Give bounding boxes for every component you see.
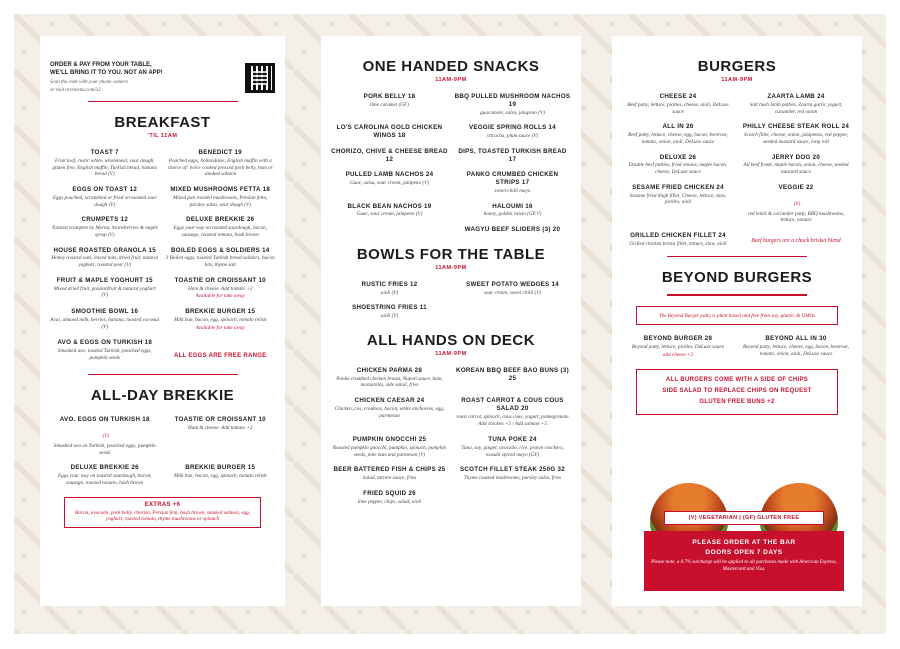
menu-item: [454, 397, 571, 428]
menu-item-name: WAGYU BEEF SLIDERS (3) 20: [464, 226, 561, 233]
order-line-2: WE'LL BRING IT TO YOU. NOT AN APP!: [50, 69, 163, 76]
menu-item-name: TOAST 7: [90, 149, 119, 157]
menu-item-name: MIXED MUSHROOMS FETTA 18: [170, 186, 271, 194]
menu-item-name: ALL IN 26: [662, 123, 694, 131]
breakfast-hours: 'TIL 11AM: [147, 133, 178, 140]
menu-item-desc: Roasted pumpkin gnocchi, pumpkin, spinach, pumpkin seeds, pine nuts and parmesan (V): [332, 444, 447, 458]
order-ribbon: [644, 531, 844, 591]
bowls-hours: 11AM-9PM: [435, 264, 467, 271]
menu-item: [50, 339, 160, 361]
menu-item: [454, 203, 571, 219]
menu-item-desc: Milk bun, bacon, egg, spinach, tomato relish: [173, 316, 267, 323]
menu-item: [166, 277, 276, 300]
menu-item-desc: Sesame fried thigh fillet, Cheese, lettuce, slaw, pickles, aioli: [629, 192, 727, 206]
menu-item-name: PANKO CRUMBED CHICKEN STRIPS 17: [466, 171, 559, 186]
menu-item-name: CRUMPETS 12: [81, 216, 129, 224]
menu-item: [331, 281, 448, 297]
menu-item-desc: sweet chilli mayo: [494, 187, 531, 194]
extras-box: [64, 497, 261, 529]
info-salad: SIDE SALAD TO REPLACE CHIPS ON REQUEST: [662, 387, 812, 394]
burgers-hours: 11AM-9PM: [721, 77, 753, 83]
menu-item-name: SWEET POTATO WEDGES 14: [466, 280, 559, 288]
menu-item: [740, 335, 852, 358]
order-instructions: [50, 62, 275, 95]
free-range-note: ALL EGGS ARE FREE RANGE: [173, 353, 267, 360]
menu-item-name: LO'S CAROLINA GOLD CHICKEN WINGS 18: [336, 124, 443, 139]
menu-item-extra: Add chicken +5 / Add salmon +5: [478, 421, 547, 428]
menu-item-name: PUMPKIN GNOCCHI 25: [352, 436, 427, 443]
menu-item-desc: Salt bush lamb patties, Zaarta garlic yogurt, cucumber, red onion: [749, 101, 843, 115]
menu-item-desc: Ham & cheese. Add tomato +2: [188, 285, 253, 292]
menu-item-desc: Panko crumbed chicken breast, Napoli sauce, ham, mozzarella, side salad, fries: [336, 375, 443, 389]
menu-item: [331, 93, 448, 116]
menu-item-name: BEYOND ALL IN 30: [765, 335, 827, 343]
extras-title: EXTRAS +6: [144, 501, 181, 508]
menu-item: [740, 154, 852, 176]
menu-item: [740, 184, 852, 224]
menu-item-name: EGGS ON TOAST 12: [72, 186, 138, 194]
menu-item-desc: Fruit loaf, rustic white, wholemeal, sour dough, gluten free, English muffin, Turkish bread, banana bread (V): [52, 157, 158, 178]
deck-hours: 11AM-9PM: [435, 350, 467, 357]
menu-item-name: AVO. EGGS ON TURKISH 18: [59, 416, 150, 424]
menu-item: [166, 186, 276, 208]
menu-item: [50, 416, 160, 456]
menu-item-desc: Beef patty, lettuce, cheese, egg, bacon, beetroot, tomato, onion, aioli, DeLuxe sauce: [628, 132, 728, 145]
menu-item-desc: sour cream, sweet chilli (V): [483, 289, 542, 296]
menu-item-desc: Grilled chicken breast fillet, lettuce, slaw, aioli: [629, 240, 727, 247]
menu-item-desc: Salad, tartare sauce, fries: [362, 475, 417, 481]
menu-item: [622, 232, 734, 248]
divider: [667, 294, 807, 296]
snacks-hours: 11AM-9PM: [435, 77, 467, 83]
menu-item-desc: Ham & cheese. Add tomato +2: [188, 424, 253, 431]
menu-item-name: TOASTIE OR CROISSANT 10: [174, 276, 266, 284]
footer-banner: [644, 491, 844, 591]
qr-code-icon[interactable]: [245, 63, 275, 93]
snacks-title: ONE HANDED SNACKS: [362, 58, 540, 75]
menu-item-desc: Honey roasted oats, mixed nuts, dried fruit, natural yoghurt, roasted pear (V): [51, 255, 159, 269]
menu-item-desc: Guac, sour cream, jalapeno (V): [356, 211, 423, 218]
menu-item: [331, 226, 448, 234]
menu-item-name: BREKKIE BURGER 15: [185, 308, 256, 316]
menu-item: [331, 466, 448, 482]
menu-item-desc: lime pepper, chips, salad, aioli: [357, 498, 422, 505]
menu-item: [622, 93, 734, 115]
menu-item-name: PULLED LAMB NACHOS 24: [345, 171, 434, 179]
menu-item: [50, 277, 160, 300]
menu-item: [50, 216, 160, 238]
menu-item: [454, 281, 571, 297]
menu-item: [166, 464, 276, 486]
menu-item-name: HALOUMI 16: [492, 202, 533, 210]
menu-item-name: BOILED EGGS & SOLDIERS 14: [170, 246, 270, 254]
allday-title: ALL-DAY BREKKIE: [90, 387, 235, 405]
menu-item-name: BENEDICT 19: [198, 149, 243, 157]
menu-item: [331, 397, 448, 428]
menu-item: [166, 416, 276, 456]
menu-item: [331, 148, 448, 164]
panel-burgers: [612, 36, 862, 606]
menu-item-desc: Mixed pan roasted mushrooms, Persian fetta, parsley salsa, sour dough (V): [173, 194, 268, 208]
menu-item: [454, 466, 571, 482]
menu-item-note: Available for take away: [195, 324, 245, 331]
menu-item-name: BLACK BEAN NACHOS 19: [347, 202, 432, 210]
panel-snacks: [321, 36, 581, 606]
menu-item-desc: Acai, almond milk, berries, banana, toasted coconut (V): [50, 316, 160, 330]
menu-item: [331, 171, 448, 194]
menu-item-desc: Tuna, soy, ginger, avocado, rice, prawn crackers, wasabi spiced mayo (GF): [461, 444, 564, 458]
menu-item-desc: Smashed avo on Turkish, poached eggs, pumpkin seeds: [53, 442, 156, 456]
menu-item: [740, 232, 852, 248]
divider: [667, 256, 807, 258]
menu-item-desc: Double beef patties, fried onions, maple bacon, cheese, DeLuxe sauce: [628, 162, 728, 175]
burgers-title: BURGERS: [697, 58, 777, 75]
menu-item-desc: Beef patty, lettuce, pickles, cheese, aioli, DeLuxe sauce: [627, 101, 729, 115]
panel-breakfast: [40, 36, 285, 606]
menu-item-desc: Beyond patty, lettuce, pickles, DeLuxe sauce: [631, 344, 725, 350]
menu-item: [331, 490, 448, 506]
menu-item: [331, 304, 448, 320]
menu-item: [50, 149, 160, 178]
divider: [88, 374, 238, 376]
menu-item-name: BEER BATTERED FISH & CHIPS 25: [333, 466, 446, 474]
menu-item-desc: Scotch fillet, cheese, onion, jalapenos, red pepper, seeded mustard sauce, long roll: [744, 132, 848, 145]
menu-item-note: Available for take away: [195, 293, 245, 300]
menu-item-desc: aioli (V): [380, 289, 399, 296]
menu-item: [454, 490, 571, 506]
beyond-note: The Beyond Burger patty is plant based and free from soy, gluten, & GMOs: [658, 312, 816, 319]
menu-item-name: KOREAN BBQ BEEF BAO BUNS (3) 25: [456, 366, 569, 382]
menu-item: [740, 123, 852, 145]
menu-item: [331, 367, 448, 389]
menu-item-desc: aioli (V): [380, 313, 399, 319]
menu-item-name: SHOESTRING FRIES 11: [352, 304, 427, 312]
menu-item: [166, 149, 276, 178]
menu-item: [454, 124, 571, 140]
burgers-items: [622, 93, 852, 256]
menu-item-desc: Thyme roasted mushrooms, parsley salsa, fries: [463, 475, 562, 481]
menu-item-name: PORK BELLY 18: [363, 93, 416, 100]
menu-item-desc: Mixed dried fruit, passionfruit & natural yoghurt (V): [53, 285, 156, 299]
bowls-title: BOWLS FOR THE TABLE: [356, 245, 546, 263]
menu-item: [331, 436, 448, 458]
menu-item-name: DIPS, TOASTED TURKISH BREAD 17: [458, 147, 567, 163]
menu-item-name: SESAME FRIED CHICKEN 24: [632, 183, 724, 191]
divider: [88, 101, 238, 103]
menu-item: [50, 308, 160, 331]
menu-item: [454, 436, 571, 458]
doors-open: DOORS OPEN 7 DAYS: [705, 549, 783, 556]
beyond-title: BEYOND BURGERS: [661, 269, 813, 286]
beyond-items: [622, 335, 852, 366]
menu-item: [50, 186, 160, 208]
menu-item: [50, 247, 160, 269]
menu-item-desc: honey, golden raisin (GF.V): [483, 211, 542, 218]
menu-item: [331, 124, 448, 140]
deck-title: ALL HANDS ON DECK: [366, 331, 536, 349]
menu-item-tag: (V): [793, 200, 801, 207]
menu-item-desc: Eggs poached, scrambled or fried on toasted sour dough (V): [52, 194, 157, 208]
snacks-items: [331, 93, 571, 242]
burger-info-box: [636, 369, 838, 415]
menu-item-name: BEYOND BURGER 28: [643, 335, 713, 343]
menu-item-name: CHEESE 24: [659, 93, 697, 100]
menu-item: [622, 335, 734, 358]
menu-item-name: TUNA POKE 24: [488, 436, 537, 443]
menu-item-name: CHICKEN CAESAR 24: [354, 397, 425, 404]
info-chips: ALL BURGERS COME WITH A SIDE OF CHIPS: [665, 376, 809, 383]
menu-item: [454, 304, 571, 320]
menu-item-desc: Toasted crumpets by Merna, Strawberries & maple syrup (V): [51, 225, 158, 238]
deck-items: [331, 367, 571, 514]
menu-item-name: HOUSE ROASTED GRANOLA 15: [53, 246, 157, 254]
burger-blend-note: Beef burgers are a chuck brisket blend: [751, 238, 841, 244]
menu-item-desc: lime caramel (GF): [370, 101, 409, 108]
dietary-legend: (V) VEGETARIAN | (GF) GLUTEN FREE: [664, 511, 824, 525]
menu-item-name: PHILLY CHEESE STEAK ROLL 24: [742, 123, 850, 131]
menu-item-name: BBQ PULLED MUSHROOM NACHOS 19: [454, 93, 571, 108]
menu-item-name: RUSTIC FRIES 12: [361, 280, 418, 288]
breakfast-title: BREAKFAST: [114, 114, 211, 132]
beyond-note-box: [636, 306, 838, 326]
menu-item: [622, 154, 734, 176]
menu-item: [622, 184, 734, 224]
menu-item-desc: Eggs your way on toasted sourdough, bacon, sausage, roasted tomato, hash brown: [173, 225, 267, 238]
menu-item-name: ROAST CARROT & COUS COUS SALAD 20: [461, 397, 564, 412]
menu-item-desc: Beyond patty, lettuce, cheese, egg, bacon, beetroot, tomato, onion, aioli, DeLuxe sauce: [742, 344, 850, 357]
order-at-bar: PLEASE ORDER AT THE BAR: [692, 539, 796, 546]
menu-item-name: SMOOTHIE BOWL 16: [71, 308, 139, 316]
menu-item-desc: Chicken, cos, croutons, bacon, white anchovies, egg, parmesan: [334, 405, 445, 419]
menu-item-name: DELUXE BREKKIE 26: [70, 464, 139, 472]
menu-item-name: CHORIZO, CHIVE & CHEESE BREAD 12: [331, 147, 448, 163]
breakfast-items: [50, 149, 275, 370]
menu-item-name: BREKKIE BURGER 15: [185, 464, 256, 472]
menu-item: [454, 367, 571, 389]
order-line-3: Scan the code with your phone camera: [50, 79, 128, 85]
menu-item: [454, 171, 571, 194]
menu-item-name: TOASTIE OR CROISSANT 10: [174, 416, 266, 424]
menu-item-name: DELUXE 26: [659, 153, 697, 161]
menu-item-desc: sriracha, plum sauce (V): [486, 133, 539, 139]
menu-item-desc: roast carrot, spinach, cous cous, yogurt, pomegranate: [456, 413, 569, 420]
allday-items: [50, 416, 275, 495]
menu-item: [166, 216, 276, 238]
extras-desc: Bacon, avocado, pork belly, chorizo, Persian feta, hash brown, smoked salmon, egg, yoghurt, roasted tomato, thyme mushrooms or spinach: [74, 509, 251, 523]
menu-item: [331, 203, 448, 219]
menu-item-name: FRIED SQUID 26: [363, 489, 416, 497]
menu-item-name: DELUXE BREKKIE 26: [186, 216, 255, 224]
menu-item: [740, 93, 852, 115]
info-gf-buns: GLUTEN FREE BUNS +2: [699, 399, 775, 406]
menu-item-name: VEGGIE SPRING ROLLS 14: [468, 124, 557, 132]
menu-item-desc: 3 Boiled eggs, toasted Turkish bread soldiers, bacon bits, thyme salt: [165, 255, 275, 269]
menu-item-desc: Milk bun, bacon, egg, spinach, tomato relish: [173, 473, 267, 480]
menu-item-name: CHICKEN PARMA 28: [356, 366, 423, 374]
menu-item-desc: All beef frank, maple bacon, onion, cheese, seeded mustard sauce: [743, 162, 849, 175]
menu-item-name: GRILLED CHICKEN FILLET 24: [630, 232, 726, 239]
menu-item: [166, 308, 276, 331]
menu-item-note: add cheese +2: [662, 351, 694, 358]
menu-item: [166, 247, 276, 269]
menu-item: [50, 464, 160, 486]
menu-item-name: ZAARTA LAMB 24: [767, 93, 825, 100]
menu-item-desc: Guac, salsa, sour cream, jalapeno (V): [349, 180, 430, 186]
menu-item-desc: red lentil & coriander patty, BBQ mushrooms, lettuce, tomato: [747, 210, 845, 224]
surcharge-note: Please note, a 0.7% surcharge will be applied to all purchases made with American Express, Mastercard and Visa.: [651, 560, 837, 572]
menu-item-name: AVO & EGGS ON TURKISH 18: [57, 339, 153, 347]
order-line-1: ORDER & PAY FROM YOUR TABLE,: [50, 62, 152, 68]
menu-item: [166, 339, 276, 361]
menu-item-name: FRUIT & MAPLE YOGHURT 15: [56, 276, 153, 284]
menu-item: [454, 93, 571, 116]
menu-item-desc: Smashed avo, toasted Turkish, poached eggs, pumpkin seeds: [57, 348, 152, 361]
menu-item-name: VEGGIE 22: [778, 183, 814, 191]
bowls-items: [331, 281, 571, 328]
menu-item: [454, 148, 571, 164]
menu-item-desc: guacamole, salsa, jalapeno (V): [480, 109, 545, 116]
menu-item-desc: Poached eggs, hollandaise, English muffin with a choice of: twice cooked pressed pork belly, ham or smoked salmon: [167, 157, 273, 178]
menu-item: [622, 123, 734, 145]
menu-item-tag: (V): [102, 432, 110, 439]
menu-item: [454, 226, 571, 234]
order-line-4[interactable]: or visit orvrmenu.com/32: [50, 88, 101, 94]
menu-item-name: JERRY DOG 20: [771, 153, 821, 161]
menu-item-desc: Eggs your way on toasted sourdough, bacon, sausage, roasted tomato, hash brown: [58, 473, 152, 486]
menu-item-name: SCOTCH FILLET STEAK 250G 32: [459, 466, 566, 474]
